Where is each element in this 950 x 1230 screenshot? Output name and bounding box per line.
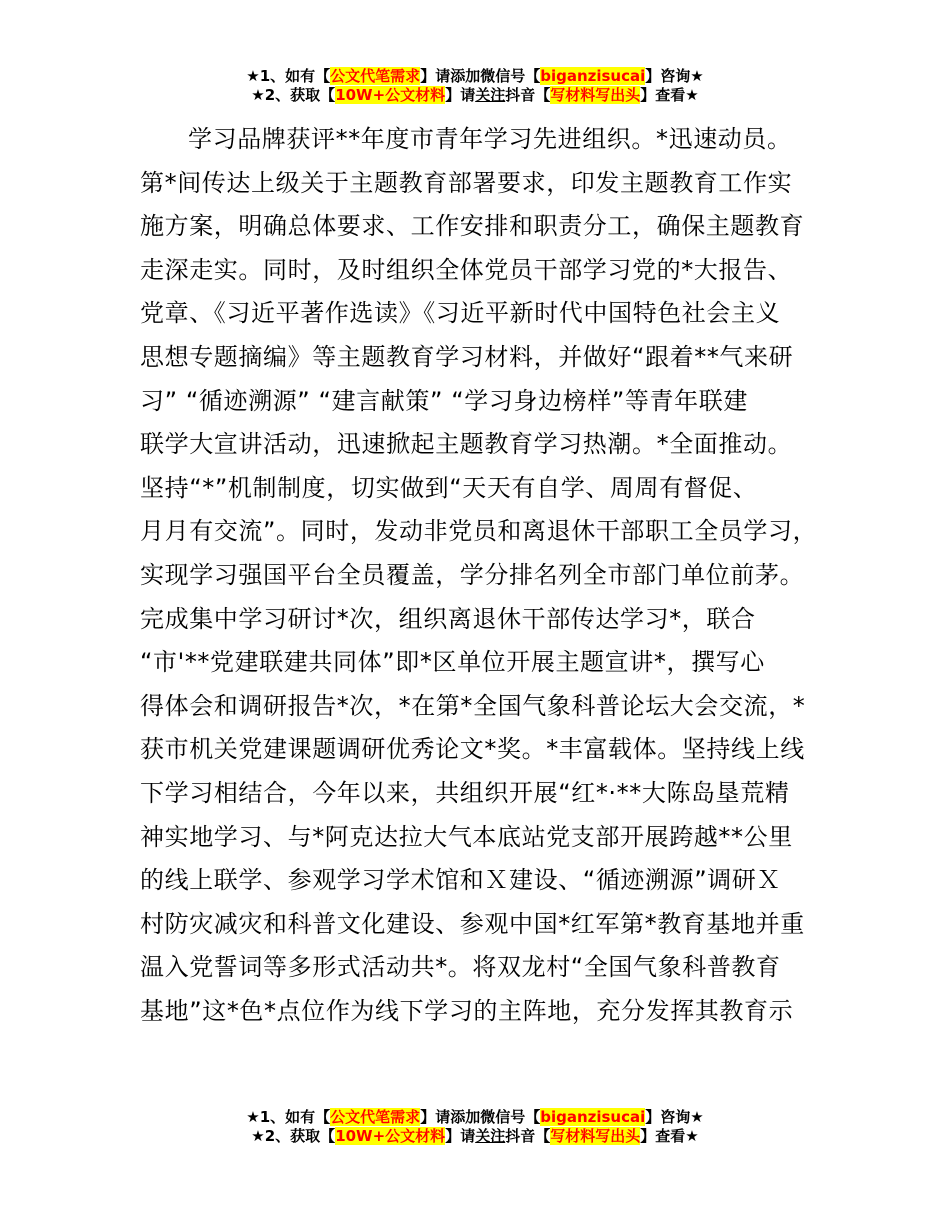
banner-highlight: 10W+公文材料 (335, 86, 446, 104)
banner-text: 抖音【 (505, 1127, 551, 1145)
body-line: 基地”这*色*点位作为线下学习的主阵地，充分发挥其教育示 (140, 996, 794, 1025)
body-line: 温入党誓词等多形式活动共*。将双龙村“全国气象科普教育 (140, 953, 781, 982)
banner-highlight: 公文代笔需求 (330, 67, 421, 85)
body-line: 党章、《习近平著作选读》《习近平新时代中国特色社会主义 (140, 299, 781, 328)
document-body (140, 118, 830, 1033)
header-banner (0, 67, 950, 105)
body-line: 完成集中学习研讨*次，组织离退休干部传达学习*，联合 (140, 604, 756, 633)
banner-text: ★1、如有【 (246, 1108, 331, 1126)
footer-banner (0, 1108, 950, 1146)
banner-text: 】请添加微信号【 (420, 1108, 541, 1126)
wechat-id-highlight: biganzisucai (540, 1108, 646, 1126)
banner-text: ★2、获取【 (251, 86, 336, 104)
body-line: 村防灾减灾和科普文化建设、参观中国*红军第*教育基地并重 (140, 909, 805, 938)
banner-line-2 (0, 86, 950, 105)
douyin-account-highlight: 写材料写出头 (550, 1127, 641, 1145)
banner-highlight: 10W+公文材料 (335, 1127, 446, 1145)
body-line: 得体会和调研报告*次，*在第*全国气象科普论坛大会交流，* (140, 691, 806, 720)
body-line: 神实地学习、与*阿克达拉大气本底站党支部开展跨越**公里 (140, 822, 793, 851)
body-line: 实现学习强国平台全员覆盖，学分排名列全市部门单位前茅。 (140, 560, 805, 589)
banner-highlight: 公文代笔需求 (330, 1108, 421, 1126)
banner-text: 】查看★ (640, 86, 699, 104)
banner-line-1 (0, 1108, 950, 1127)
body-line: 获市机关党建课题调研优秀论文*奖。*丰富载体。坚持线上线 (140, 735, 805, 764)
body-line: 思想专题摘编》等主题教育学习材料，并做好“跟着**气来研 (140, 342, 794, 371)
banner-underlined-text: 关注 (475, 1127, 506, 1145)
body-line: 第*间传达上级关于主题教育部署要求，印发主题教育工作实 (140, 168, 793, 197)
body-line: “市'**党建联建共同体”即*区单位开展主题宣讲*，撰写心 (140, 648, 765, 677)
banner-text: ★1、如有【 (246, 67, 331, 85)
banner-text: 】咨询★ (645, 67, 704, 85)
body-line: 走深走实。同时，及时组织全体党员干部学习党的*大报告、 (140, 255, 793, 284)
banner-text: 】请添加微信号【 (420, 67, 541, 85)
banner-text: 】请 (445, 86, 476, 104)
body-line: 下学习相结合，今年以来，共组织开展“红*·**大陈岛垦荒精 (140, 778, 790, 807)
wechat-id-highlight: biganzisucai (540, 67, 646, 85)
banner-line-1 (0, 67, 950, 86)
body-line: 坚持“*”机制制度，切实做到“天天有自学、周周有督促、 (140, 473, 758, 502)
body-line: 月月有交流”。同时，发动非党员和离退休干部职工全员学习， (140, 517, 818, 546)
banner-text: 】查看★ (640, 1127, 699, 1145)
body-line: 习” “循迹溯源” “建言献策” “学习身边榜样”等青年联建 (140, 386, 748, 415)
banner-underlined-text: 关注 (475, 86, 506, 104)
banner-line-2 (0, 1127, 950, 1146)
banner-text: ★2、获取【 (251, 1127, 336, 1145)
body-line: 学习品牌获评**年度市青年学习先进组织。*迅速动员。 (188, 125, 792, 153)
douyin-account-highlight: 写材料写出头 (550, 86, 641, 104)
banner-text: 】请 (445, 1127, 476, 1145)
banner-text: 】咨询★ (645, 1108, 704, 1126)
banner-text: 抖音【 (505, 86, 551, 104)
body-line: 的线上联学、参观学习学术馆和Ｘ建设、“循迹溯源”调研Ｘ (140, 866, 782, 895)
body-line: 联学大宣讲活动，迅速掀起主题教育学习热潮。*全面推动。 (140, 430, 793, 459)
body-line: 施方案，明确总体要求、工作安排和职责分工，确保主题教育 (140, 212, 805, 241)
